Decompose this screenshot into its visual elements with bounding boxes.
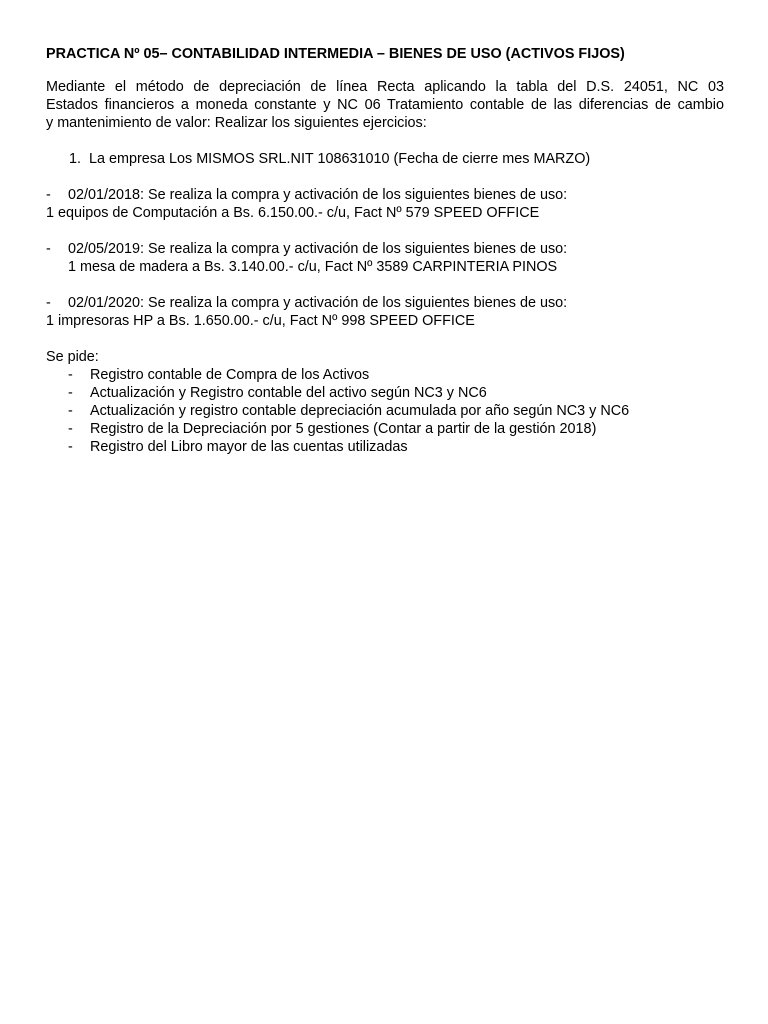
- intro-line-3: y mantenimiento de valor: Realizar los siguientes ejercicios:: [46, 115, 427, 131]
- purchase-2-header: [46, 240, 724, 258]
- intro-line-1: Mediante el método de depreciación de línea Recta aplicando la tabla del D.S. 24051, NC 03: [46, 79, 724, 95]
- exercise-number: 1.: [69, 151, 82, 167]
- requirements-label: Se pide:: [46, 349, 99, 365]
- requirement-item: [46, 420, 724, 438]
- requirement-text: Registro de la Depreciación por 5 gestiones (Contar a partir de la gestión 2018): [90, 421, 597, 437]
- purchase-1-detail: 1 equipos de Computación a Bs. 6.150.00.- c/u, Fact Nº 579 SPEED OFFICE: [46, 205, 540, 221]
- purchase-2-dash: -: [46, 241, 51, 257]
- requirement-item: [46, 384, 724, 402]
- purchase-3-header: [46, 294, 724, 312]
- purchase-3-dash: -: [46, 295, 51, 311]
- requirement-text: Actualización y registro contable depreciación acumulada por año según NC3 y NC6: [90, 403, 630, 419]
- requirement-text: Registro contable de Compra de los Activos: [90, 367, 370, 383]
- purchase-3-header-text: 02/01/2020: Se realiza la compra y activación de los siguientes bienes de uso:: [68, 295, 568, 311]
- requirement-dash: -: [68, 439, 73, 455]
- requirement-item: [46, 366, 724, 384]
- requirement-text: Actualización y Registro contable del activo según NC3 y NC6: [90, 385, 487, 401]
- requirement-item: [46, 402, 724, 420]
- exercise-item: [46, 150, 724, 168]
- requirement-item: [46, 438, 724, 456]
- requirement-dash: -: [68, 367, 73, 383]
- exercise-text: La empresa Los MISMOS SRL.NIT 108631010 (Fecha de cierre mes MARZO): [89, 151, 591, 167]
- purchase-1-dash: -: [46, 187, 51, 203]
- purchase-3-detail: 1 impresoras HP a Bs. 1.650.00.- c/u, Fact Nº 998 SPEED OFFICE: [46, 313, 475, 329]
- requirement-dash: -: [68, 421, 73, 437]
- requirement-dash: -: [68, 385, 73, 401]
- intro-line-2: Estados financieros a moneda constante y NC 06 Tratamiento contable de las diferencias de cambio: [46, 97, 724, 113]
- purchase-2-header-text: 02/05/2019: Se realiza la compra y activación de los siguientes bienes de uso:: [68, 241, 568, 257]
- requirement-dash: -: [68, 403, 73, 419]
- requirement-text: Registro del Libro mayor de las cuentas utilizadas: [90, 439, 408, 455]
- document-page: [46, 44, 724, 456]
- purchase-1-header: [46, 186, 724, 204]
- purchase-2-detail: 1 mesa de madera a Bs. 3.140.00.- c/u, Fact Nº 3589 CARPINTERIA PINOS: [68, 259, 558, 275]
- document-title: PRACTICA Nº 05– CONTABILIDAD INTERMEDIA – BIENES DE USO (ACTIVOS FIJOS): [46, 46, 625, 62]
- purchase-1-header-text: 02/01/2018: Se realiza la compra y activación de los siguientes bienes de uso:: [68, 187, 568, 203]
